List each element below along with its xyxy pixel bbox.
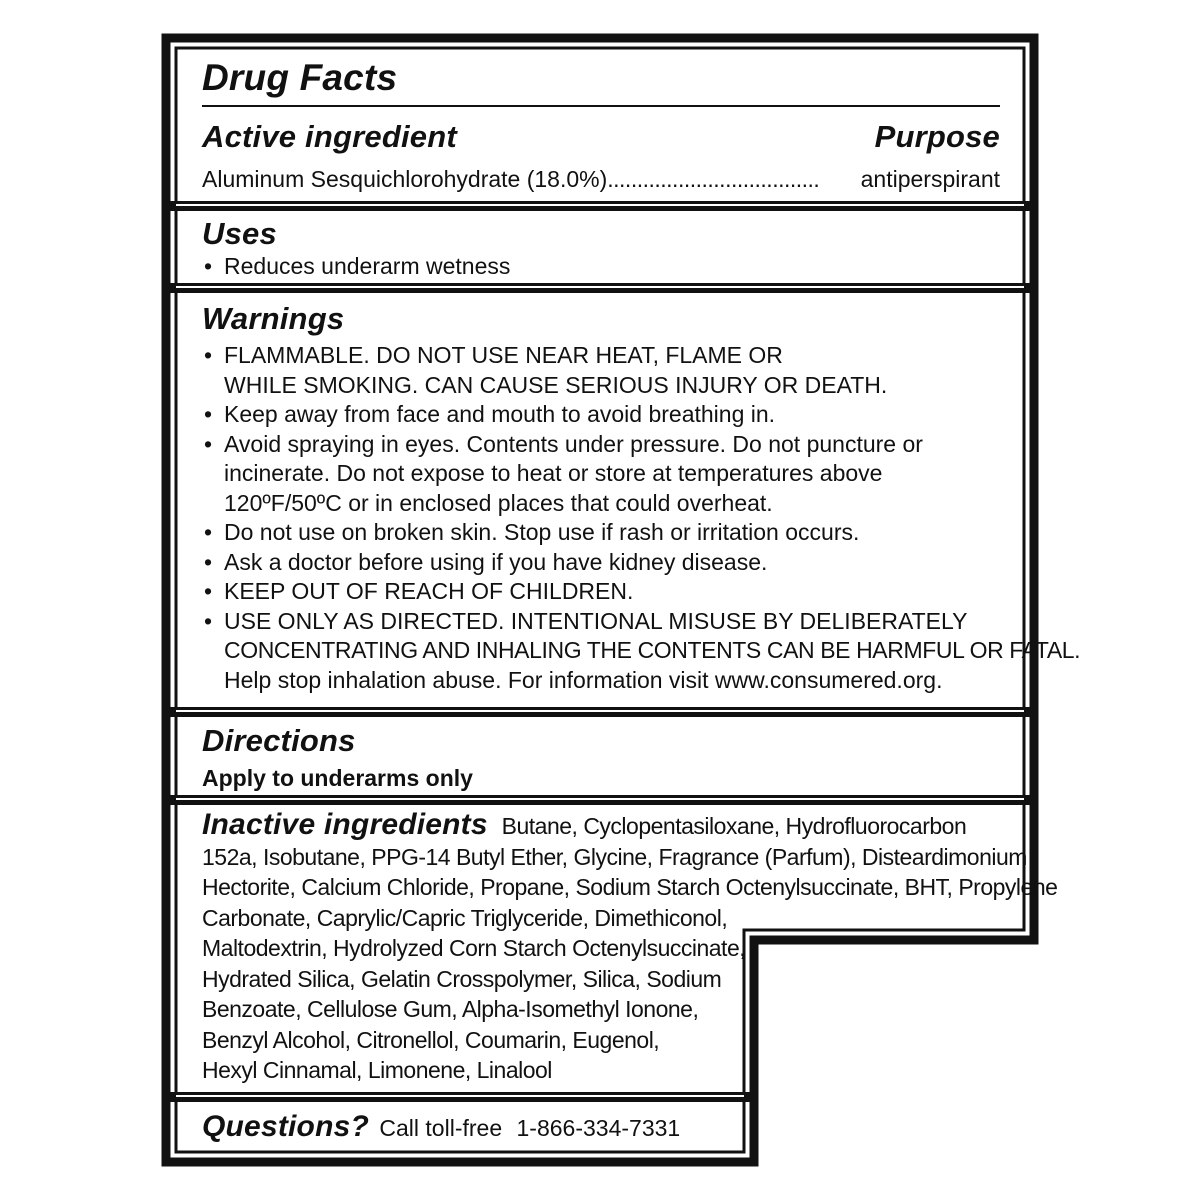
warning-item-pressure: • Avoid spraying in eyes. Contents under pressure. Do not puncture or incinerate. Do not expose to heat or store at temperatures above 120ºF/50ºC or in enclosed places that could overheat. — [204, 430, 923, 516]
directions-text: Apply to underarms only — [202, 765, 473, 791]
list-item: • Reduces underarm wetness — [204, 253, 511, 279]
active-ingredient-row — [202, 164, 1000, 194]
warning-item-face: • Keep away from face and mouth to avoid breathing in. — [204, 401, 776, 427]
active-ingredient-heading: Active ingredient — [202, 119, 457, 154]
inactive-line: 152a, Isobutane, PPG-14 Butyl Ether, Glycine, Fragrance (Parfum), Disteardimonium — [202, 843, 1027, 870]
purpose-heading: Purpose — [874, 119, 1000, 154]
phone-number[interactable]: 1-866-334-7331 — [516, 1115, 681, 1141]
uses-heading: Uses — [202, 216, 277, 251]
drug-facts-title: Drug Facts — [202, 57, 398, 98]
inactive-line: Butane, Cyclopentasiloxane, Hydrofluorocarbon — [501, 813, 967, 839]
inactive-line: Hydrated Silica, Gelatin Crosspolymer, Silica, Sodium — [202, 965, 722, 992]
inactive-line: Benzoate, Cellulose Gum, Alpha-Isomethyl Ionone, — [202, 996, 699, 1022]
inactive-line: Hectorite, Calcium Chloride, Propane, Sodium Starch Octenylsuccinate, BHT, Propylene — [202, 874, 1058, 900]
inactive-line: Maltodextrin, Hydrolyzed Corn Starch Octenylsuccinate, — [202, 935, 746, 961]
active-ingredient-purpose: antiperspirant — [860, 166, 1000, 192]
warning-item-doctor: • Ask a doctor before using if you have kidney disease. — [204, 548, 768, 575]
warning-item-skin: • Do not use on broken skin. Stop use if rash or irritation occurs. — [204, 519, 860, 545]
inactive-ingredients-heading: Inactive ingredients — [202, 808, 488, 841]
warnings-heading: Warnings — [202, 301, 345, 336]
uses-list — [202, 252, 510, 282]
warnings-list — [202, 341, 1080, 695]
warning-item-misuse: • USE ONLY AS DIRECTED. INTENTIONAL MISUSE BY DELIBERATELY CONCENTRATING AND INHALING THE CONTENTS CAN BE HARMFUL OR FATAL. Help stop inhalation abuse. For information visit www.consumered.org. — [204, 607, 1081, 693]
inactive-ingredients-block — [202, 810, 1057, 1086]
directions-heading: Directions — [202, 723, 356, 758]
questions-text: Call toll-free — [379, 1115, 503, 1141]
inactive-line: Benzyl Alcohol, Citronellol, Coumarin, Eugenol, — [202, 1026, 660, 1053]
inactive-line: Hexyl Cinnamal, Limonene, Linalool — [202, 1057, 552, 1083]
active-ingredient-name: Aluminum Sesquichlorohydrate (18.0%) — [202, 166, 608, 192]
warning-item-flammable: • FLAMMABLE. DO NOT USE NEAR HEAT, FLAME OR WHILE SMOKING. CAN CAUSE SERIOUS INJURY OR DEATH. — [204, 342, 888, 398]
title-rule — [202, 105, 1000, 107]
warning-item-children: • KEEP OUT OF REACH OF CHILDREN. — [204, 578, 634, 604]
questions-heading: Questions? — [202, 1110, 370, 1143]
leader-dots: .................................... — [607, 166, 820, 192]
inactive-line: Carbonate, Caprylic/Capric Triglyceride, Dimethiconol, — [202, 904, 728, 931]
questions-row — [202, 1108, 680, 1147]
